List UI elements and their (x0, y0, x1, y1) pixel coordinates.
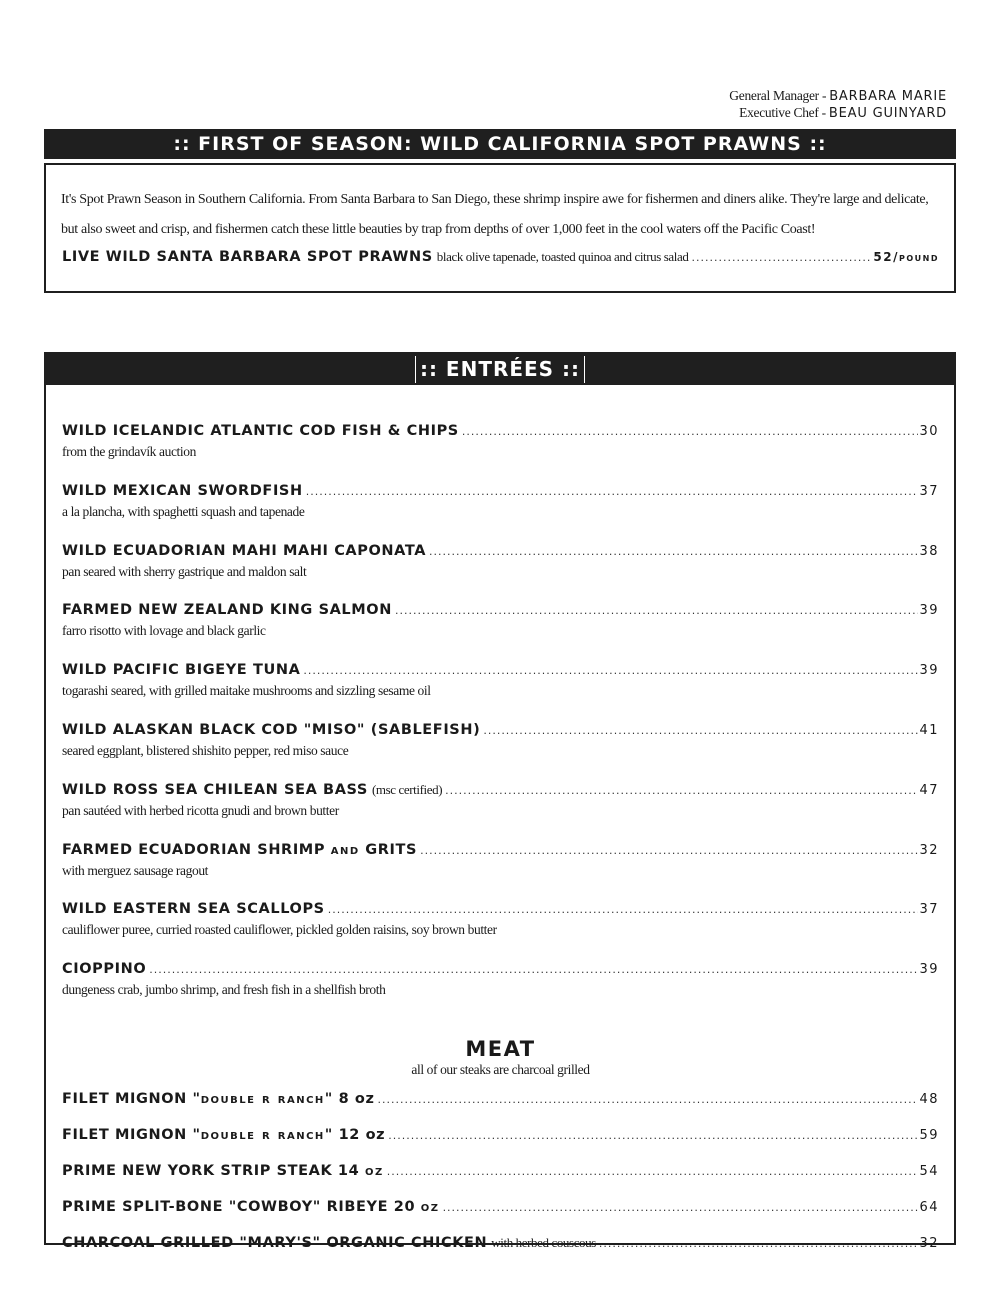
dot-leader (378, 1093, 919, 1106)
item-name-part: " 12 oz (324, 1126, 386, 1143)
entree-item (62, 483, 939, 543)
entree-item (62, 722, 939, 782)
dot-leader (692, 251, 873, 264)
spot-prawn-item (46, 245, 954, 265)
meat-heading: MEAT (465, 1036, 536, 1061)
item-description: from the grindavík auction (62, 444, 196, 459)
executive-chef-label: Executive Chef - (739, 105, 826, 120)
entree-item (62, 662, 939, 722)
item-name (62, 1163, 384, 1179)
item-name (62, 1127, 385, 1143)
season-box (44, 163, 956, 293)
entree-item (62, 961, 939, 1021)
meat-item (62, 1127, 939, 1163)
item-price: 37 (919, 902, 939, 918)
item-name-smallcaps: double r ranch (200, 1090, 325, 1107)
season-banner: :: FIRST OF SEASON: WILD CALIFORNIA SPOT PRAWNS :: (44, 129, 956, 159)
entree-item (62, 602, 939, 662)
dot-leader (483, 724, 918, 737)
item-name: FARMED NEW ZEALAND KING SALMON (62, 602, 392, 619)
item-price: 39 (919, 962, 939, 978)
item-description: seared eggplant, blistered shishito pepper, red miso sauce (62, 742, 349, 758)
item-name: WILD PACIFIC BIGEYE TUNA (62, 662, 301, 679)
dot-leader (306, 485, 919, 498)
general-manager-name: BARBARA MARIE (829, 89, 947, 104)
item-price: 48 (919, 1091, 939, 1107)
item-description: a la plancha, with spaghetti squash and tapenade (62, 503, 305, 519)
dot-leader (420, 844, 918, 857)
entrees-banner-title: :: ENTRÉES :: (415, 356, 585, 383)
general-manager-label: General Manager - (729, 88, 827, 103)
entree-item (62, 842, 939, 902)
meat-item (62, 1235, 939, 1263)
item-price: 37 (919, 483, 939, 499)
item-name-part: " 8 oz (324, 1090, 375, 1107)
dot-leader (149, 963, 918, 976)
dot-leader (303, 664, 918, 677)
item-description: dungeness crab, jumbo shrimp, and fresh fish in a shellfish broth (62, 982, 386, 998)
entree-item (62, 901, 939, 961)
item-price: 39 (919, 663, 939, 679)
item-price: 59 (919, 1127, 939, 1143)
entree-item (62, 782, 939, 842)
item-price: 47 (919, 782, 939, 798)
entree-item (62, 423, 939, 483)
item-description: pan sautéed with herbed ricotta gnudi and brown butter (62, 802, 339, 818)
item-price: 64 (919, 1199, 939, 1215)
entree-item (62, 543, 939, 603)
item-price: 39 (919, 603, 939, 619)
item-description: cauliflower puree, curried roasted cauliflower, pickled golden raisins, soy brown butter (62, 922, 497, 938)
item-name: WILD EASTERN SEA SCALLOPS (62, 901, 325, 918)
item-name-smallcaps: oz (420, 1198, 440, 1215)
general-manager-line (729, 88, 947, 105)
item-description: togarashi seared, with grilled maitake mushrooms and sizzling sesame oil (62, 683, 431, 699)
item-name-smallcaps: oz (364, 1162, 384, 1179)
dot-leader (462, 425, 919, 438)
item-note: black olive tapenade, toasted quinoa and citrus salad (436, 249, 689, 264)
entrees-box (44, 352, 956, 1251)
item-name: WILD ROSS SEA CHILEAN SEA BASS (62, 781, 368, 798)
item-name-smallcaps: double r ranch (200, 1126, 325, 1143)
item-description: pan seared with sherry gastrique and maldon salt (62, 563, 307, 579)
item-name: CIOPPINO (62, 961, 147, 978)
entree-list (46, 354, 954, 1263)
item-name-smallcaps: and (330, 841, 360, 858)
item-price: 54 (919, 1163, 939, 1179)
item-name: WILD ALASKAN BLACK COD "MISO" (SABLEFISH) (62, 721, 481, 738)
item-name (62, 1091, 375, 1107)
item-name: LIVE WILD SANTA BARBARA SPOT PRAWNS (62, 249, 433, 265)
meat-item (62, 1091, 939, 1127)
item-name: CHARCOAL GRILLED "MARY'S" ORGANIC CHICKEN (62, 1234, 488, 1251)
item-name-part: GRITS (359, 841, 418, 858)
item-description: with merguez sausage ragout (62, 862, 209, 878)
dot-leader (445, 784, 918, 797)
executive-chef-line (729, 105, 947, 122)
item-price: 38 (919, 543, 939, 559)
meat-item (62, 1199, 939, 1235)
dot-leader (387, 1165, 919, 1178)
item-name: WILD ECUADORIAN MAHI MAHI CAPONATA (62, 542, 427, 559)
item-name-part: PRIME SPLIT-BONE "COWBOY" RIBEYE 20 (62, 1198, 421, 1215)
item-price: 52/pound (873, 250, 939, 264)
item-description: farro risotto with lovage and black garlic (62, 623, 266, 639)
dot-leader (388, 1129, 918, 1142)
dot-leader (429, 545, 918, 558)
item-name: WILD ICELANDIC ATLANTIC COD FISH & CHIPS (62, 423, 459, 439)
season-intro: It's Spot Prawn Season in Southern California. From Santa Barbara to San Diego, these shrimp inspire awe for fishermen and diners alike. They're large and delicate, but also sweet and crisp, and fishermen catch these little beauties by trap from depths of over 1,000 feet in the cool waters off the Pacific Coast! (61, 192, 929, 237)
meat-subheading: all of our steaks are charcoal grilled (411, 1061, 590, 1077)
item-name (62, 1199, 440, 1215)
item-name-part: FARMED ECUADORIAN SHRIMP (62, 841, 331, 858)
item-note: with herbed couscous (491, 1234, 596, 1250)
entrees-banner (46, 354, 954, 385)
meat-list (62, 1091, 939, 1263)
dot-leader (599, 1237, 919, 1250)
item-price: 32 (919, 1235, 939, 1251)
dot-leader (328, 903, 919, 916)
item-name (62, 842, 417, 858)
item-price: 41 (919, 722, 939, 738)
item-name-part: FILET MIGNON " (62, 1126, 201, 1143)
item-price: 30 (919, 424, 939, 439)
dot-leader (443, 1201, 919, 1214)
staff-credits (729, 88, 947, 122)
item-name-part: FILET MIGNON " (62, 1090, 201, 1107)
dot-leader (395, 604, 918, 617)
item-note: (msc certified) (371, 781, 443, 797)
item-price: 32 (919, 842, 939, 858)
item-name-part: PRIME NEW YORK STRIP STEAK 14 (62, 1162, 365, 1179)
executive-chef-name: BEAU GUINYARD (828, 106, 947, 121)
meat-item (62, 1163, 939, 1199)
item-name: WILD MEXICAN SWORDFISH (62, 482, 303, 499)
